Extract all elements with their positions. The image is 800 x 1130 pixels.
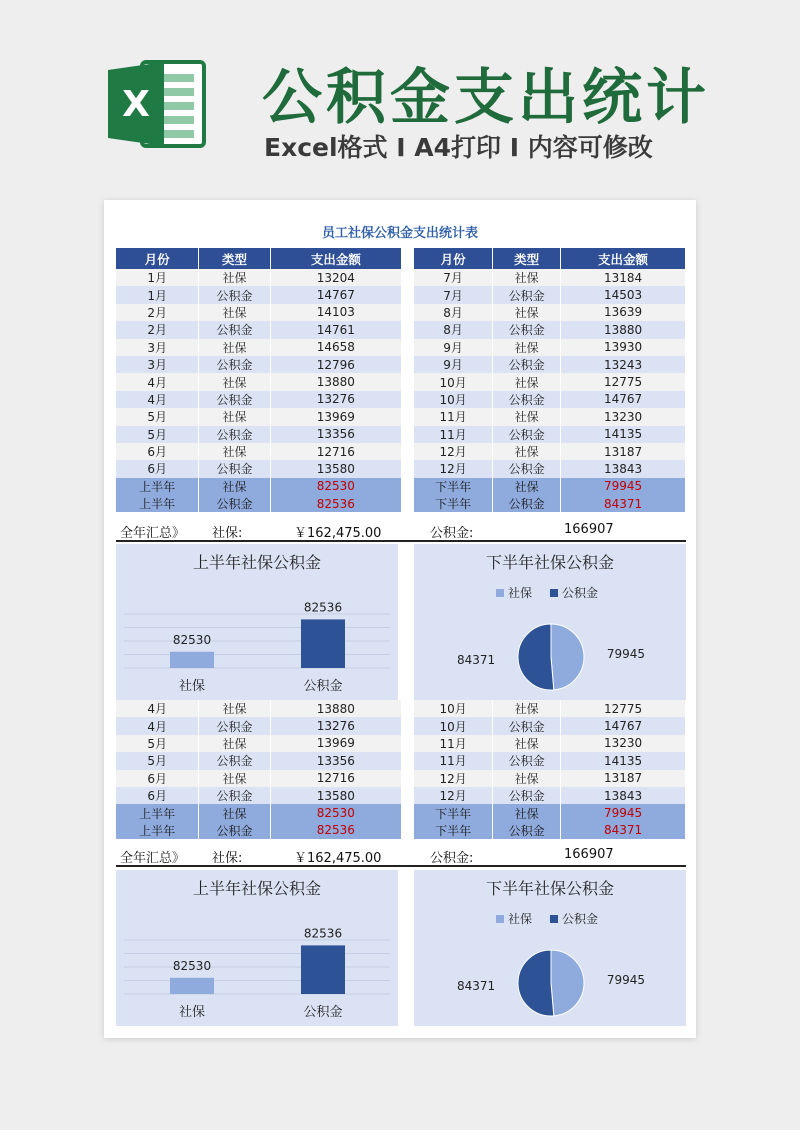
month-cell: 10月: [414, 391, 493, 408]
totals-gjj-value: 166907: [564, 847, 614, 862]
totals-label: 全年汇总》: [120, 526, 186, 541]
amount-cell: 12796: [270, 356, 401, 373]
amount-cell: 13843: [561, 460, 686, 477]
legend-swatch: [496, 589, 504, 597]
column-header: 类型: [199, 248, 270, 269]
data-label: 82536: [303, 926, 343, 941]
type-cell: 公积金: [493, 752, 561, 769]
month-cell: 6月: [116, 460, 199, 477]
type-cell: 社保: [493, 304, 561, 321]
type-cell: 公积金: [199, 391, 270, 408]
bar: [301, 945, 345, 994]
data-label: 82536: [303, 600, 343, 615]
amount-cell: 82530: [270, 478, 401, 495]
type-cell: 公积金: [493, 787, 561, 804]
totals-gjj-value: 166907: [564, 522, 614, 537]
amount-cell: 82530: [270, 804, 401, 821]
type-cell: 公积金: [493, 822, 561, 839]
month-cell: 8月: [414, 321, 493, 338]
table-row: [116, 408, 402, 425]
summary-row: [414, 495, 686, 512]
summary-row: [116, 495, 402, 512]
table-row: [414, 700, 686, 717]
type-cell: 社保: [199, 373, 270, 390]
period-cell: 下半年: [414, 478, 493, 495]
chart-title: 下半年社保公积金: [485, 553, 615, 572]
chart-title: 下半年社保公积金: [485, 879, 615, 898]
totals-label: 全年汇总》: [120, 851, 186, 866]
legend-label: 公积金: [562, 586, 599, 600]
type-cell: 社保: [199, 735, 270, 752]
table-row: [414, 339, 686, 356]
period-cell: 上半年: [116, 478, 199, 495]
amount-cell: 13243: [561, 356, 686, 373]
column-header: 支出金额: [270, 248, 401, 269]
pie-slice: [518, 950, 554, 1016]
amount-cell: 13969: [270, 408, 401, 425]
amount-cell: 13843: [561, 787, 686, 804]
summary-row: [116, 478, 402, 495]
month-cell: 11月: [414, 426, 493, 443]
amount-cell: 13880: [270, 700, 401, 717]
totals-shebao-value: ￥162,475.00: [294, 851, 382, 866]
type-cell: 社保: [493, 339, 561, 356]
amount-cell: 13356: [270, 426, 401, 443]
table-row: [116, 304, 402, 321]
type-cell: 社保: [493, 804, 561, 821]
category-label: 社保: [178, 1005, 206, 1020]
type-cell: 公积金: [199, 787, 270, 804]
month-cell: 4月: [116, 700, 199, 717]
left-table-repeat: [116, 700, 402, 839]
data-label: 84371: [456, 979, 496, 994]
table-row: [116, 700, 402, 717]
type-cell: 社保: [199, 804, 270, 821]
type-cell: 公积金: [493, 391, 561, 408]
excel-icon: [106, 58, 206, 150]
legend-label: 公积金: [562, 912, 599, 926]
amount-cell: 13204: [270, 269, 401, 286]
type-cell: 公积金: [493, 495, 561, 512]
type-cell: 公积金: [199, 495, 270, 512]
totals-gjj-label: 公积金:: [430, 526, 474, 541]
type-cell: 公积金: [493, 356, 561, 373]
type-cell: 公积金: [493, 460, 561, 477]
month-cell: 3月: [116, 356, 199, 373]
table-row: [414, 770, 686, 787]
table-row: [414, 304, 686, 321]
column-header: 月份: [116, 248, 199, 269]
table-row: [414, 735, 686, 752]
period-cell: 下半年: [414, 822, 493, 839]
amount-cell: 13880: [270, 373, 401, 390]
type-cell: 公积金: [493, 286, 561, 303]
amount-cell: 14767: [561, 717, 686, 734]
table-row: [414, 426, 686, 443]
month-cell: 10月: [414, 373, 493, 390]
type-cell: 社保: [199, 304, 270, 321]
right-table-repeat: [414, 700, 686, 839]
header: [0, 0, 800, 200]
period-cell: 上半年: [116, 495, 199, 512]
type-cell: 社保: [493, 735, 561, 752]
table-row: [116, 391, 402, 408]
amount-cell: 12775: [561, 700, 686, 717]
page-subtitle: Excel格式 Ι A4打印 Ι 内容可修改: [264, 133, 653, 162]
amount-cell: 13580: [270, 787, 401, 804]
table-row: [414, 717, 686, 734]
period-cell: 上半年: [116, 804, 199, 821]
month-cell: 4月: [116, 373, 199, 390]
type-cell: 社保: [199, 700, 270, 717]
table-row: [414, 460, 686, 477]
h2-pie-chart-panel: [414, 544, 686, 700]
amount-cell: 13969: [270, 735, 401, 752]
table-row: [414, 408, 686, 425]
period-cell: 下半年: [414, 804, 493, 821]
legend-swatch: [550, 589, 558, 597]
month-cell: 2月: [116, 304, 199, 321]
type-cell: 公积金: [493, 426, 561, 443]
month-cell: 6月: [116, 443, 199, 460]
amount-cell: 14767: [561, 391, 686, 408]
category-label: 公积金: [303, 679, 343, 694]
amount-cell: 84371: [561, 822, 686, 839]
data-label: 79945: [606, 972, 646, 987]
totals-gjj-label: 公积金:: [430, 851, 474, 866]
data-label: 82530: [172, 632, 212, 647]
type-cell: 公积金: [199, 321, 270, 338]
amount-cell: 14658: [270, 339, 401, 356]
month-cell: 1月: [116, 269, 199, 286]
month-cell: 12月: [414, 443, 493, 460]
period-cell: 下半年: [414, 495, 493, 512]
type-cell: 社保: [493, 700, 561, 717]
month-cell: 12月: [414, 460, 493, 477]
totals-shebao-value: ￥162,475.00: [294, 526, 382, 541]
type-cell: 社保: [199, 339, 270, 356]
amount-cell: 13880: [561, 321, 686, 338]
month-cell: 11月: [414, 752, 493, 769]
totals-shebao-label: 社保:: [212, 526, 243, 541]
column-header: 类型: [493, 248, 561, 269]
month-cell: 11月: [414, 408, 493, 425]
amount-cell: 12716: [270, 770, 401, 787]
amount-cell: 82536: [270, 822, 401, 839]
type-cell: 公积金: [199, 752, 270, 769]
month-cell: 5月: [116, 408, 199, 425]
month-cell: 9月: [414, 339, 493, 356]
month-cell: 7月: [414, 269, 493, 286]
summary-row: [414, 478, 686, 495]
table-row: [414, 286, 686, 303]
h1-bar-chart-panel: [116, 544, 398, 700]
table-row: [414, 269, 686, 286]
table-header-row: [414, 248, 686, 269]
pie-slice: [551, 624, 584, 690]
column-header: 月份: [414, 248, 493, 269]
table-row: [116, 321, 402, 338]
table-row: [414, 752, 686, 769]
h1-bar-chart-panel-repeat: [116, 870, 398, 1026]
type-cell: 公积金: [199, 286, 270, 303]
type-cell: 社保: [493, 269, 561, 286]
table-row: [116, 752, 402, 769]
data-label: 79945: [606, 646, 646, 661]
month-cell: 10月: [414, 700, 493, 717]
month-cell: 8月: [414, 304, 493, 321]
amount-cell: 14503: [561, 286, 686, 303]
month-cell: 5月: [116, 426, 199, 443]
left-table: [116, 248, 402, 512]
amount-cell: 79945: [561, 804, 686, 821]
h2-pie-chart-panel-repeat: [414, 870, 686, 1026]
column-header: 支出金额: [561, 248, 686, 269]
amount-cell: 13184: [561, 269, 686, 286]
pie-slice: [551, 950, 584, 1016]
month-cell: 2月: [116, 321, 199, 338]
data-label: 82530: [172, 958, 212, 973]
month-cell: 11月: [414, 735, 493, 752]
table-row: [116, 735, 402, 752]
spreadsheet-sheet: [104, 200, 696, 1038]
amount-cell: 12716: [270, 443, 401, 460]
table-row: [116, 443, 402, 460]
type-cell: 社保: [199, 443, 270, 460]
amount-cell: 13276: [270, 717, 401, 734]
type-cell: 社保: [493, 443, 561, 460]
bar: [301, 619, 345, 668]
period-cell: 上半年: [116, 822, 199, 839]
summary-row: [414, 804, 686, 821]
type-cell: 公积金: [199, 717, 270, 734]
amount-cell: 13930: [561, 339, 686, 356]
type-cell: 社保: [493, 373, 561, 390]
type-cell: 社保: [199, 770, 270, 787]
table-row: [414, 373, 686, 390]
type-cell: 公积金: [199, 460, 270, 477]
table-row: [414, 443, 686, 460]
amount-cell: 13356: [270, 752, 401, 769]
month-cell: 6月: [116, 770, 199, 787]
legend-swatch: [550, 915, 558, 923]
amount-cell: 14761: [270, 321, 401, 338]
bar: [170, 978, 214, 994]
amount-cell: 14767: [270, 286, 401, 303]
amount-cell: 13187: [561, 443, 686, 460]
category-label: 社保: [178, 679, 206, 694]
summary-row: [116, 804, 402, 821]
month-cell: 7月: [414, 286, 493, 303]
table-row: [116, 426, 402, 443]
table-row: [116, 787, 402, 804]
h1-bar-chart: [116, 544, 398, 700]
table-row: [116, 373, 402, 390]
page-title: 公积金支出统计: [262, 63, 710, 133]
h1-bar-chart-repeat: [116, 870, 398, 1026]
type-cell: 社保: [493, 770, 561, 787]
amount-cell: 13276: [270, 391, 401, 408]
amount-cell: 13230: [561, 408, 686, 425]
h2-pie-chart: [414, 544, 686, 700]
month-cell: 3月: [116, 339, 199, 356]
table-row: [116, 339, 402, 356]
table-row: [116, 717, 402, 734]
table-row: [116, 770, 402, 787]
amount-cell: 13639: [561, 304, 686, 321]
type-cell: 公积金: [493, 321, 561, 338]
chart-title: 上半年社保公积金: [192, 879, 322, 898]
right-table: [414, 248, 686, 512]
legend-swatch: [496, 915, 504, 923]
type-cell: 公积金: [199, 426, 270, 443]
table-row: [116, 269, 402, 286]
month-cell: 1月: [116, 286, 199, 303]
summary-row: [116, 822, 402, 839]
annual-totals-repeat: [116, 845, 686, 867]
totals-shebao-label: 社保:: [212, 851, 243, 866]
type-cell: 公积金: [199, 356, 270, 373]
legend-label: 社保: [508, 586, 533, 600]
month-cell: 12月: [414, 787, 493, 804]
month-cell: 6月: [116, 787, 199, 804]
category-label: 公积金: [303, 1005, 343, 1020]
month-cell: 5月: [116, 752, 199, 769]
table-row: [116, 460, 402, 477]
month-cell: 9月: [414, 356, 493, 373]
month-cell: 12月: [414, 770, 493, 787]
month-cell: 5月: [116, 735, 199, 752]
table-row: [414, 391, 686, 408]
amount-cell: 12775: [561, 373, 686, 390]
table-header-row: [116, 248, 402, 269]
table-row: [116, 356, 402, 373]
table-row: [414, 356, 686, 373]
month-cell: 4月: [116, 717, 199, 734]
type-cell: 社保: [199, 478, 270, 495]
bar: [170, 652, 214, 668]
type-cell: 社保: [493, 408, 561, 425]
annual-totals: [116, 520, 686, 542]
summary-row: [414, 822, 686, 839]
amount-cell: 84371: [561, 495, 686, 512]
amount-cell: 14103: [270, 304, 401, 321]
amount-cell: 14135: [561, 752, 686, 769]
type-cell: 社保: [199, 269, 270, 286]
table-row: [414, 787, 686, 804]
type-cell: 社保: [493, 478, 561, 495]
excel-icon-letter: X: [122, 84, 150, 125]
amount-cell: 79945: [561, 478, 686, 495]
sheet-title: 员工社保公积金支出统计表: [321, 226, 478, 241]
type-cell: 公积金: [493, 717, 561, 734]
data-label: 84371: [456, 653, 496, 668]
pie-slice: [518, 624, 554, 690]
type-cell: 公积金: [199, 822, 270, 839]
type-cell: 社保: [199, 408, 270, 425]
amount-cell: 14135: [561, 426, 686, 443]
amount-cell: 13230: [561, 735, 686, 752]
month-cell: 4月: [116, 391, 199, 408]
amount-cell: 13580: [270, 460, 401, 477]
amount-cell: 82536: [270, 495, 401, 512]
table-row: [414, 321, 686, 338]
legend-label: 社保: [508, 912, 533, 926]
h2-pie-chart-repeat: [414, 870, 686, 1026]
amount-cell: 13187: [561, 770, 686, 787]
table-row: [116, 286, 402, 303]
chart-title: 上半年社保公积金: [192, 553, 322, 572]
month-cell: 10月: [414, 717, 493, 734]
